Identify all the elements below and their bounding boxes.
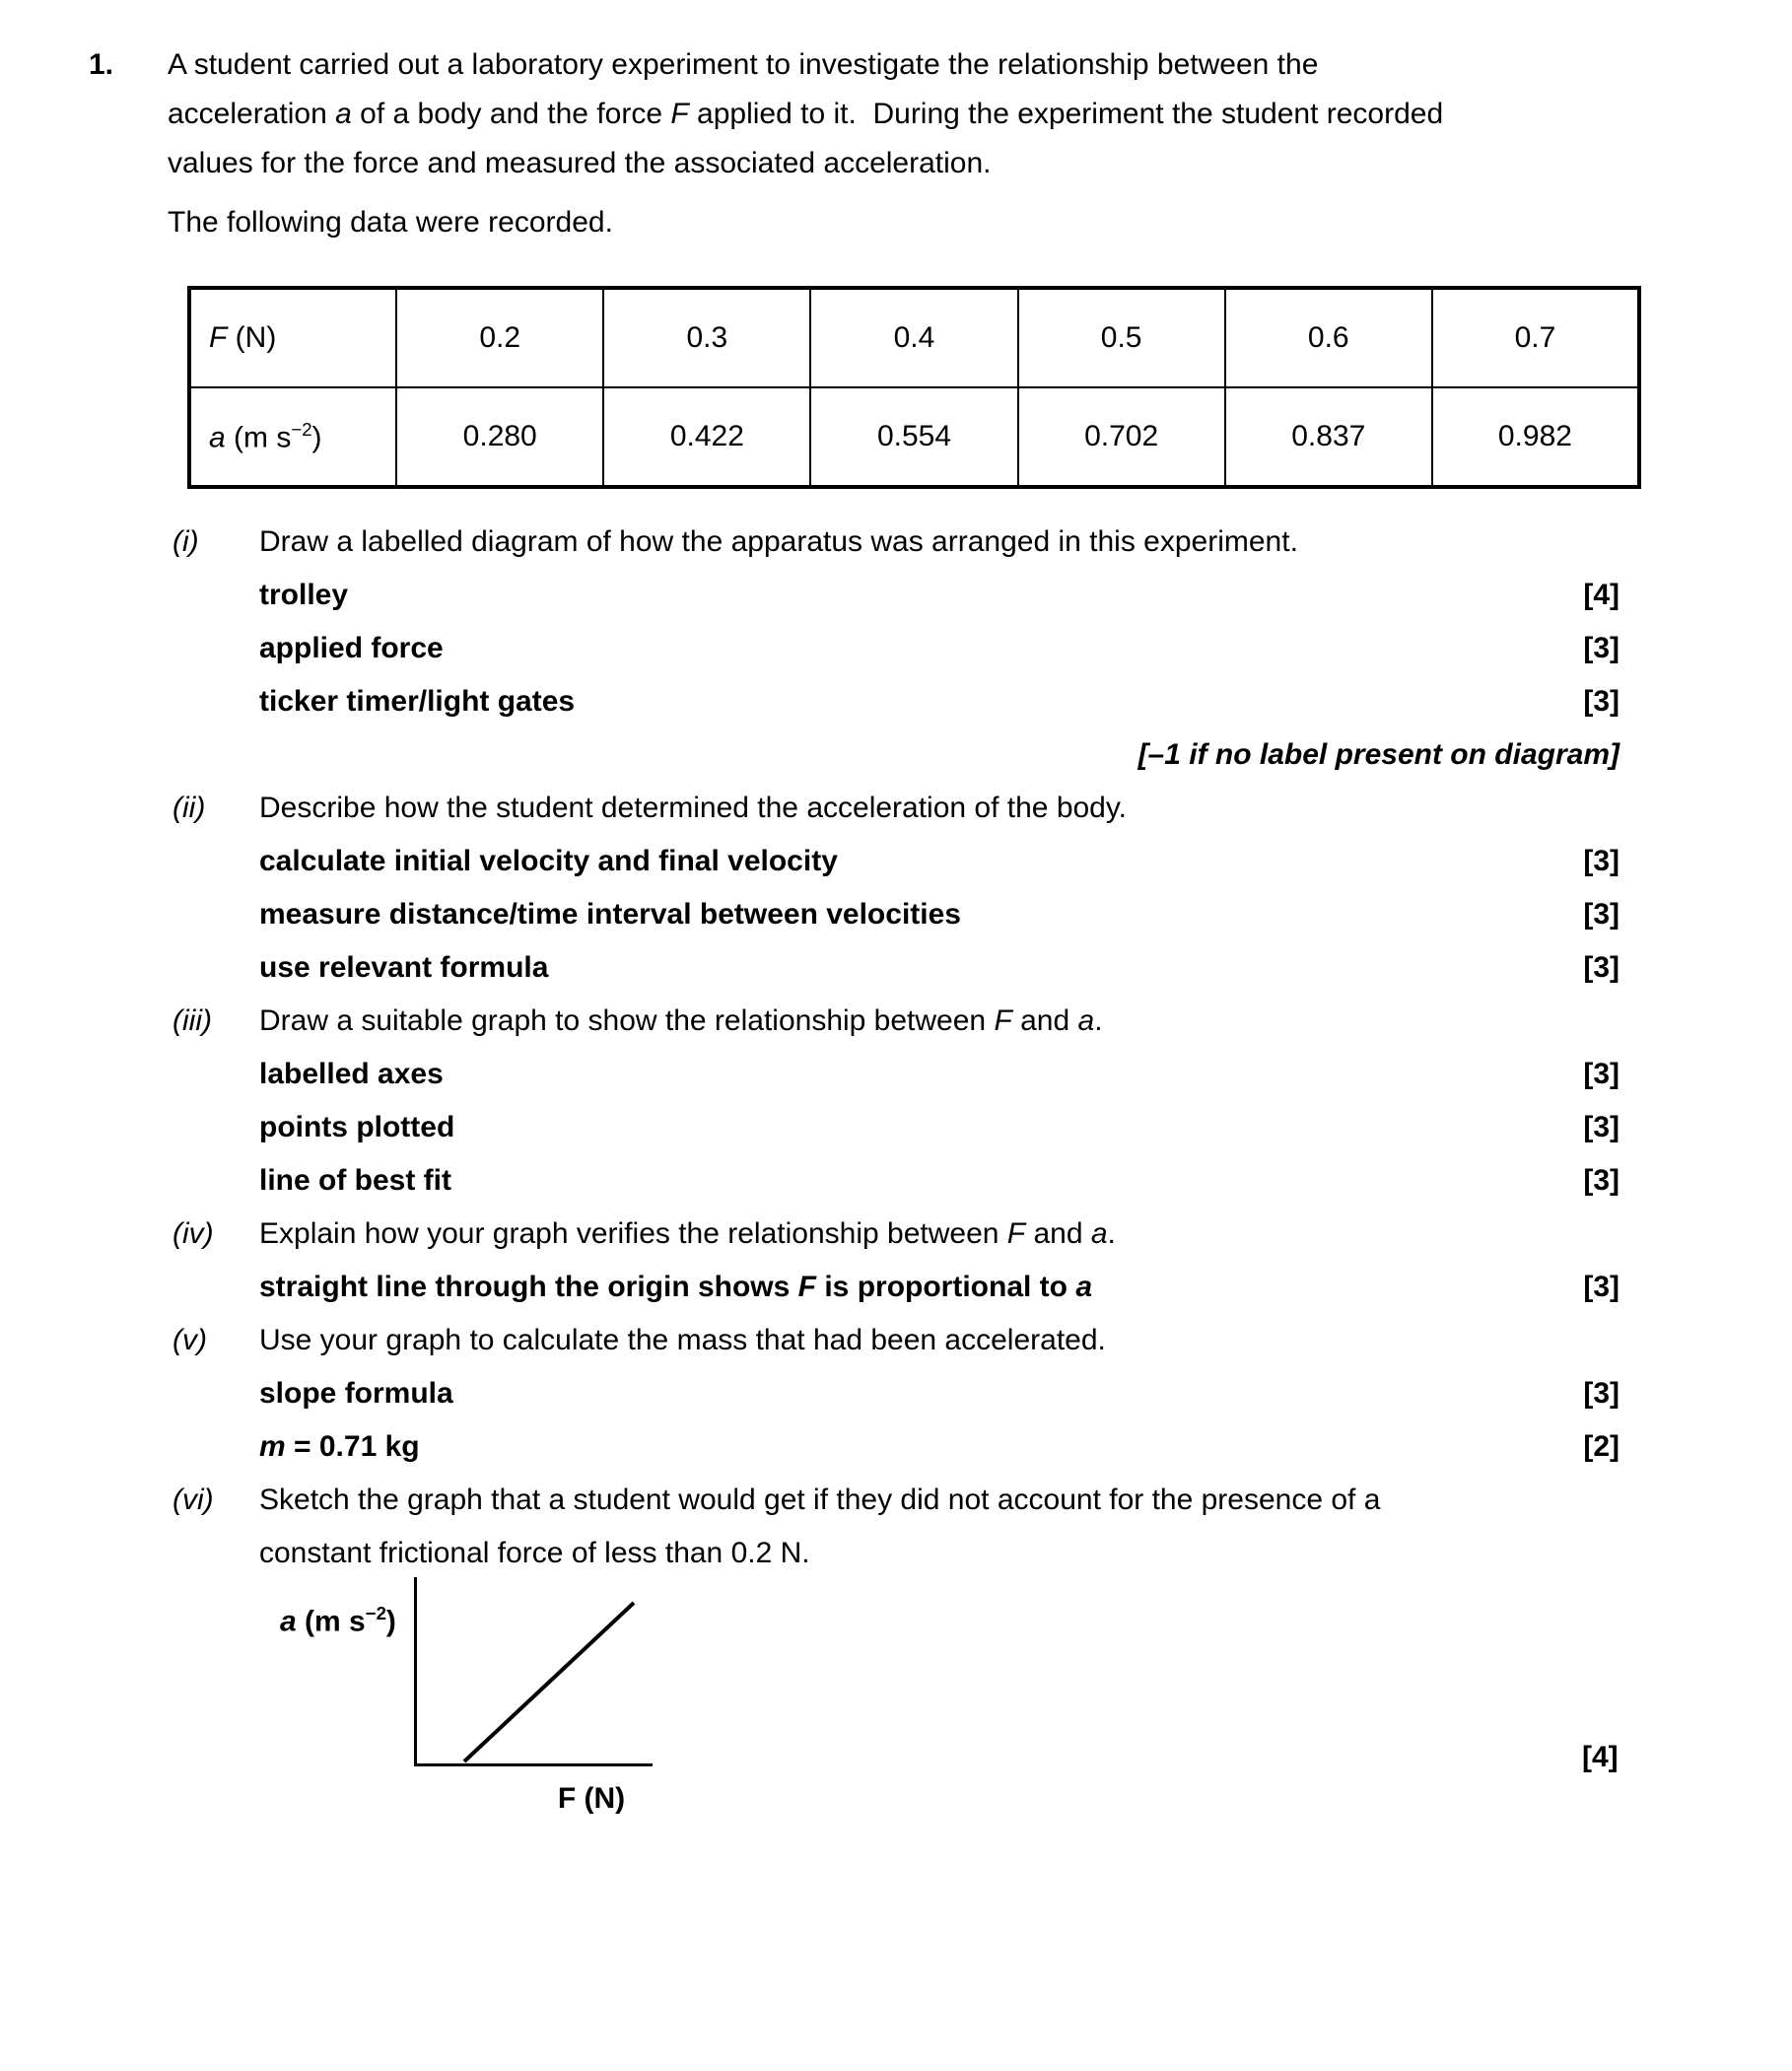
part-question-line — [172, 1208, 1620, 1261]
mark-badge: [3] — [1583, 1271, 1620, 1303]
table-cell: 0.280 — [396, 387, 603, 487]
sketch-x-axis-label: F (N) — [557, 1782, 626, 1815]
intro-line: A student carried out a laboratory experiment to investigate the relationship between the — [168, 48, 1319, 81]
part-question-text: Use your graph to calculate the mass that had been accelerated. — [259, 1324, 1106, 1356]
mark-badge: [3] — [1583, 951, 1620, 984]
marking-point-line — [172, 1261, 1620, 1314]
mark-badge: [3] — [1583, 845, 1620, 877]
marking-point-text: slope formula — [259, 1377, 453, 1410]
table-cell: 0.702 — [1018, 387, 1225, 487]
part-label: (vi) — [172, 1484, 214, 1516]
marking-point-text: calculate initial velocity and final velocity — [259, 845, 838, 877]
part-question-text: Draw a suitable graph to show the relationship between F and a. — [259, 1004, 1103, 1037]
mark-badge: [4] — [1583, 579, 1620, 611]
question-number: 1. — [89, 48, 114, 81]
data-note: The following data were recorded. — [168, 206, 613, 239]
sketch-axes — [414, 1577, 653, 1766]
sketch-y-axis-label: a (m $s^{-2}$) — [280, 1603, 396, 1638]
mark-badge: [4] — [1582, 1741, 1619, 1773]
part-question-line — [172, 1527, 1620, 1580]
mark-badge: [3] — [1583, 1111, 1620, 1143]
deduction-note-line — [172, 728, 1620, 782]
part-label: (ii) — [172, 792, 206, 824]
intro-line: acceleration a of a body and the force F applied to it. During the experiment the student recorded — [168, 98, 1444, 130]
marking-point-text: m = 0.71 kg — [259, 1430, 420, 1463]
table-row — [189, 387, 1639, 487]
mark-badge: [3] — [1583, 1164, 1620, 1197]
part-question-line — [172, 516, 1620, 569]
part-question-text: Describe how the student determined the acceleration of the body. — [259, 792, 1127, 824]
marking-point-text: applied force — [259, 632, 444, 664]
question-intro — [168, 40, 1443, 188]
table-cell: 0.554 — [810, 387, 1017, 487]
table-cell: 0.4 — [810, 288, 1017, 387]
marking-point-line — [172, 888, 1620, 941]
mark-badge: [3] — [1583, 898, 1620, 931]
part-question-text: Explain how your graph verifies the relationship between F and a. — [259, 1217, 1116, 1250]
data-table — [187, 286, 1641, 489]
marking-point-text: trolley — [259, 579, 349, 611]
table-cell: F (N) — [189, 288, 396, 387]
table-cell: 0.3 — [603, 288, 810, 387]
part-label: (iv) — [172, 1217, 214, 1250]
marking-point-line — [172, 1154, 1620, 1208]
table-cell: 0.7 — [1432, 288, 1639, 387]
table-cell: 0.982 — [1432, 387, 1639, 487]
part-question-text: Sketch the graph that a student would get if they did not account for the presence of a — [259, 1484, 1381, 1516]
table-cell: 0.5 — [1018, 288, 1225, 387]
marking-point-line — [172, 1048, 1620, 1101]
marking-point-text: ticker timer/light gates — [259, 685, 576, 718]
marking-point-text: points plotted — [259, 1111, 455, 1143]
part-question-line — [172, 782, 1620, 835]
marking-point-line — [172, 941, 1620, 995]
marking-point-line — [172, 675, 1620, 728]
part-label: (iii) — [172, 1004, 212, 1037]
sketch-best-fit-line — [417, 1577, 653, 1763]
part-question-text: Draw a labelled diagram of how the apparatus was arranged in this experiment. — [259, 525, 1298, 558]
part-label: (v) — [172, 1324, 207, 1356]
mark-badge: [3] — [1583, 632, 1620, 664]
marking-point-text: line of best fit — [259, 1164, 451, 1197]
table-cell: 0.422 — [603, 387, 810, 487]
mark-badge: [2] — [1583, 1430, 1620, 1463]
part-question-line — [172, 1474, 1620, 1527]
mark-badge: [3] — [1583, 685, 1620, 718]
marking-point-text: measure distance/time interval between velocities — [259, 898, 961, 931]
table-cell: 0.2 — [396, 288, 603, 387]
part-label: (i) — [172, 525, 199, 558]
marking-point-line — [172, 835, 1620, 888]
table-cell: 0.837 — [1225, 387, 1432, 487]
marking-point-text: straight line through the origin shows F is proportional to a — [259, 1271, 1093, 1303]
part-question-line — [172, 995, 1620, 1048]
table-cell: 0.6 — [1225, 288, 1432, 387]
deduction-note: [–1 if no label present on diagram] — [1137, 738, 1620, 771]
marking-point-line — [172, 1420, 1620, 1474]
part-question-line — [172, 1314, 1620, 1367]
question-parts — [172, 516, 1620, 1580]
marking-point-line — [172, 1367, 1620, 1420]
marking-point-text: use relevant formula — [259, 951, 549, 984]
table-cell: a (m $s^{-2}$) — [189, 387, 396, 487]
marking-point-line — [172, 569, 1620, 622]
table-row — [189, 288, 1639, 387]
mark-badge: [3] — [1583, 1058, 1620, 1090]
marking-point-line — [172, 1101, 1620, 1154]
intro-line: values for the force and measured the associated acceleration. — [168, 147, 992, 179]
mark-badge: [3] — [1583, 1377, 1620, 1410]
marking-point-text: labelled axes — [259, 1058, 444, 1090]
marking-point-line — [172, 622, 1620, 675]
part-question-text: constant frictional force of less than 0.2 N. — [259, 1537, 810, 1569]
